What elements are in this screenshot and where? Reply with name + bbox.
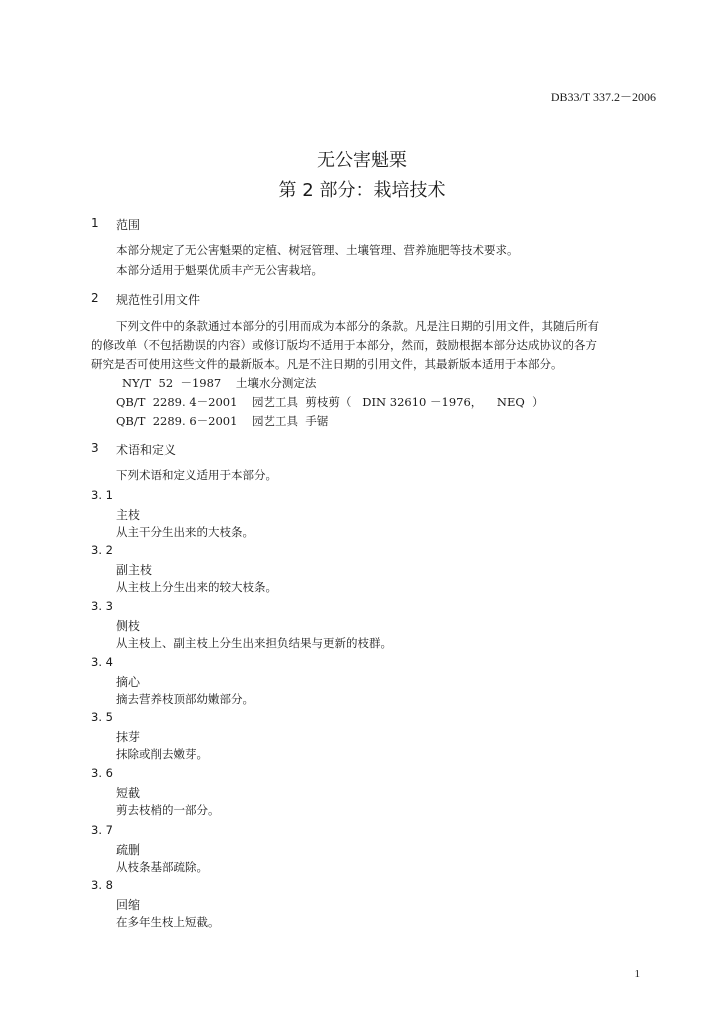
term-name: 副主枝 — [116, 563, 153, 577]
term-definition: 从主干分生出来的大枝条。 — [116, 525, 254, 539]
term-name: 主枝 — [116, 508, 141, 522]
term-definition: 从枝条基部疏除。 — [116, 860, 208, 874]
section-2-paragraph-line: 研究是否可使用这些文件的最新版本。凡是不注日期的引用文件，其最新版本适用于本部分。 — [91, 357, 563, 371]
term-definition: 剪去枝梢的一部分。 — [116, 803, 220, 817]
term-definition: 从主枝上分生出来的较大枝条。 — [116, 580, 277, 594]
reference-item: QB/T 2289. 4－2001 园艺工具 剪枝剪（ DIN 32610 －1976， NEQ ） — [116, 395, 544, 409]
section-1-title: 范围 — [116, 218, 141, 232]
term-definition: 从主枝上、副主枝上分生出来担负结果与更新的枝群。 — [116, 636, 392, 650]
term-number: 3. 4 — [91, 655, 113, 669]
term-number: 3. 6 — [91, 766, 113, 780]
section-3-intro: 下列术语和定义适用于本部分。 — [116, 468, 277, 482]
section-3-title: 术语和定义 — [116, 443, 177, 457]
term-number: 3. 2 — [91, 543, 113, 557]
term-number: 3. 5 — [91, 710, 113, 724]
document-subtitle: 第 2 部分：栽培技术 — [278, 180, 446, 201]
section-2-paragraph-line: 的修改单（不包括勘误的内容）或修订版均不适用于本部分，然而，鼓励根据本部分达成协议的各方 — [91, 338, 597, 352]
term-name: 回缩 — [116, 898, 141, 912]
term-definition: 在多年生枝上短截。 — [116, 915, 220, 929]
reference-item: QB/T 2289. 6－2001 园艺工具 手锯 — [116, 414, 329, 428]
section-2-number: 2 — [91, 291, 99, 305]
term-name: 短截 — [116, 786, 141, 800]
term-number: 3. 7 — [91, 823, 113, 837]
section-1-paragraph: 本部分适用于魁栗优质丰产无公害栽培。 — [116, 263, 323, 277]
section-2-title: 规范性引用文件 — [116, 293, 201, 307]
section-2-paragraph-line: 下列文件中的条款通过本部分的引用而成为本部分的条款。凡是注日期的引用文件，其随后所有 — [116, 319, 599, 333]
section-3-number: 3 — [91, 441, 99, 455]
section-1-paragraph: 本部分规定了无公害魁栗的定植、树冠管理、土壤管理、营养施肥等技术要求。 — [116, 243, 519, 257]
term-number: 3. 8 — [91, 878, 113, 892]
page-number: 1 — [634, 968, 640, 980]
document-title: 无公害魁栗 — [317, 150, 407, 171]
reference-item: NY/T 52 －1987 土壤水分测定法 — [122, 376, 317, 390]
term-definition: 摘去营养枝顶部幼嫩部分。 — [116, 692, 254, 706]
term-name: 抹芽 — [116, 730, 141, 744]
term-name: 摘心 — [116, 675, 141, 689]
standard-code: DB33/T 337.2－2006 — [550, 90, 656, 104]
term-name: 疏删 — [116, 843, 141, 857]
section-1-number: 1 — [91, 216, 99, 230]
term-definition: 抹除或削去嫩芽。 — [116, 747, 208, 761]
term-name: 侧枝 — [116, 619, 141, 633]
term-number: 3. 1 — [91, 488, 113, 502]
term-number: 3. 3 — [91, 599, 113, 613]
